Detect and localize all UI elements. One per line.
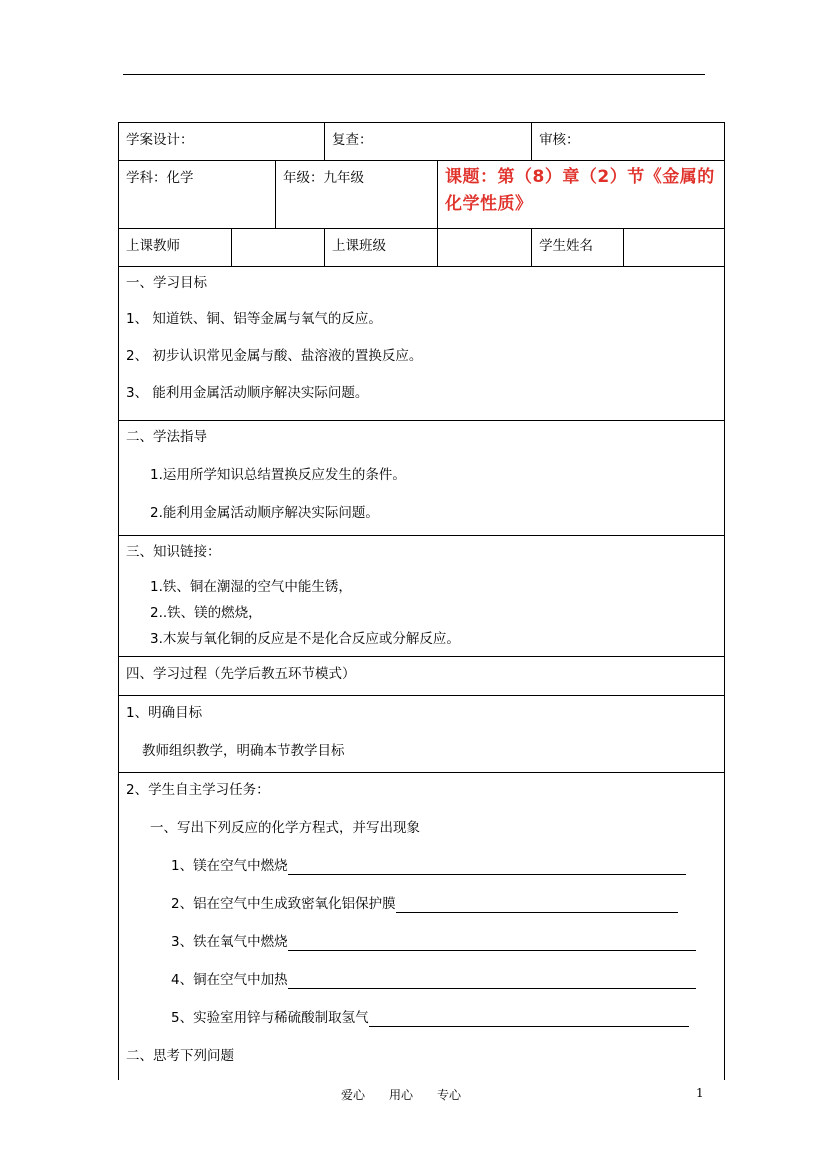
motto-word: 专心 — [437, 1088, 462, 1102]
header-rule — [123, 74, 705, 75]
task-item-label: 1、镁在空气中燃烧 — [171, 858, 288, 874]
teacher-label-cell — [119, 229, 232, 267]
link-item: 2..铁、镁的燃烧， — [150, 605, 262, 621]
teacher-value-cell — [232, 229, 325, 267]
answer-line[interactable] — [288, 859, 686, 875]
tasks-section — [119, 773, 725, 1080]
audit-cell — [532, 123, 725, 161]
link-item: 1.铁、铜在潮湿的空气中能生锈， — [150, 579, 352, 595]
student-value-cell — [624, 229, 725, 267]
page-number: 1 — [696, 1086, 704, 1100]
goals-section — [119, 267, 725, 421]
think-heading: 二、思考下列问题 — [126, 1048, 234, 1064]
grade-label: 年级：九年级 — [283, 170, 364, 186]
links-heading: 三、知识链接： — [126, 544, 221, 560]
goals-heading: 一、学习目标 — [126, 275, 207, 291]
goal-item: 3、 能利用金属活动顺序解决实际问题。 — [126, 385, 369, 401]
process-heading: 四、学习过程（先学后教五环节模式） — [126, 666, 356, 682]
tasks-row — [119, 773, 725, 1080]
answer-line[interactable] — [396, 897, 678, 913]
method-item: 1.运用所学知识总结置换反应发生的条件。 — [150, 467, 406, 483]
link-item: 3.木炭与氧化铜的反应是不是化合反应或分解反应。 — [150, 631, 460, 647]
student-label-cell — [532, 229, 624, 267]
answer-line[interactable] — [288, 973, 696, 989]
class-row — [119, 229, 725, 267]
student-label: 学生姓名 — [539, 238, 594, 254]
links-section — [119, 536, 725, 657]
goal-item: 1、 知道铁、铜、铝等金属与氧气的反应。 — [126, 311, 382, 327]
review-cell — [325, 123, 532, 161]
process-row — [119, 657, 725, 696]
class-value-cell — [438, 229, 532, 267]
task-item-label: 2、铝在空气中生成致密氧化铝保护膜 — [171, 896, 396, 912]
lesson-plan-table — [118, 122, 725, 1080]
motto-word: 用心 — [389, 1088, 414, 1102]
review-label: 复查： — [332, 132, 373, 148]
design-cell — [119, 123, 325, 161]
class-label-cell — [325, 229, 438, 267]
audit-label: 审核： — [539, 132, 580, 148]
task-item-label: 4、铜在空气中加热 — [171, 972, 288, 988]
task-item — [119, 875, 724, 913]
goal-item: 2、 初步认识常见金属与酸、盐溶液的置换反应。 — [126, 348, 423, 364]
design-label: 学案设计： — [126, 132, 194, 148]
subject-label: 学科：化学 — [126, 170, 194, 186]
task-item-label: 3、铁在氧气中燃烧 — [171, 934, 288, 950]
method-item: 2.能利用金属活动顺序解决实际问题。 — [150, 505, 379, 521]
method-row — [119, 421, 725, 536]
answer-line[interactable] — [288, 935, 696, 951]
clarify-section — [119, 696, 725, 773]
header-row — [119, 123, 725, 161]
links-row — [119, 536, 725, 657]
answer-line[interactable] — [369, 1011, 689, 1027]
task-item — [119, 989, 724, 1027]
task-item — [119, 913, 724, 951]
method-heading: 二、学法指导 — [126, 429, 207, 445]
topic-title: 课题：第（8）章（2）节《金属的化学性质》 — [445, 167, 715, 214]
clarify-text: 教师组织教学，明确本节教学目标 — [142, 743, 345, 759]
task-item — [119, 837, 724, 875]
grade-cell — [276, 161, 438, 229]
process-section — [119, 657, 725, 696]
method-section — [119, 421, 725, 536]
class-label: 上课班级 — [332, 238, 387, 254]
task-item — [119, 951, 724, 989]
tasks-heading: 2、学生自主学习任务： — [126, 782, 270, 798]
info-row — [119, 161, 725, 229]
topic-cell — [438, 161, 725, 229]
teacher-label: 上课教师 — [126, 238, 180, 254]
motto-word: 爱心 — [341, 1088, 366, 1102]
goals-row — [119, 267, 725, 421]
clarify-heading: 1、明确目标 — [126, 705, 203, 721]
task-item-label: 5、实验室用锌与稀硫酸制取氢气 — [171, 1010, 369, 1026]
subject-cell — [119, 161, 276, 229]
footer-motto — [341, 1086, 485, 1103]
tasks-sub-heading: 一、写出下列反应的化学方程式，并写出现象 — [150, 820, 420, 836]
clarify-row — [119, 696, 725, 773]
